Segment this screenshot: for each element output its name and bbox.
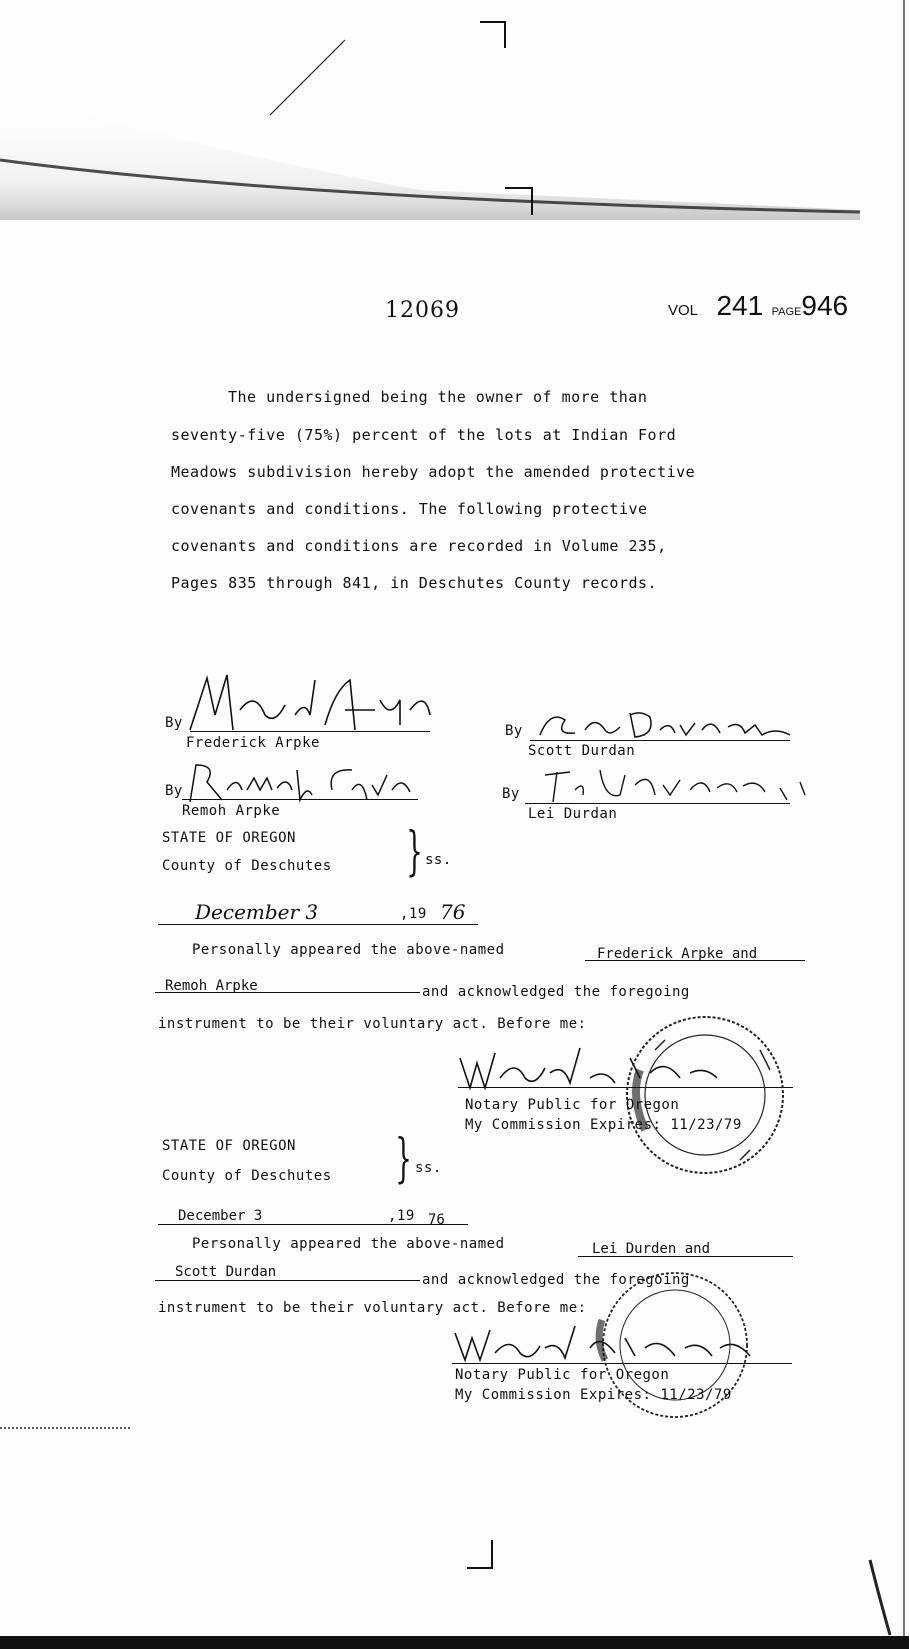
body-line-6: Pages 835 through 841, in Deschutes County records. [171, 574, 658, 592]
body-line-5: covenants and conditions are recorded in Volume 235, [171, 537, 667, 555]
ss-label: ss. [415, 1160, 442, 1176]
by-label: By [165, 715, 183, 731]
signature-scott-durdan [530, 705, 810, 745]
scan-noise-top [0, 0, 909, 220]
state-label: STATE OF OREGON [162, 830, 296, 846]
name-line [155, 1280, 420, 1281]
brace: } [406, 822, 423, 882]
named-party-1: Frederick Arpke and [597, 946, 758, 962]
named-party-1: Lei Durden and [592, 1241, 711, 1257]
named-party-2: Remoh Arpke [165, 978, 258, 994]
brace: } [395, 1129, 412, 1189]
appeared-line: Personally appeared the above-named [192, 942, 505, 958]
county-label: County of Deschutes [162, 858, 332, 874]
county-label: County of Deschutes [162, 1168, 332, 1184]
date-line [158, 1224, 468, 1225]
signature-frederick-arpke [185, 670, 445, 740]
page-number: 946 [801, 290, 849, 321]
notary-commission: My Commission Expires: 11/23/79 [465, 1117, 742, 1133]
body-line-2: seventy-five (75%) percent of the lots at Indian Ford [171, 426, 677, 444]
signer-name-remoh: Remoh Arpke [182, 803, 281, 819]
scan-noise-bottom [0, 1340, 909, 1640]
notary-title: Notary Public for Oregon [455, 1367, 670, 1383]
record-number: 12069 [385, 298, 460, 323]
date-line [158, 924, 478, 925]
instrument-line: instrument to be their voluntary act. Before me: [158, 1300, 587, 1316]
handwritten-date: December 3 [195, 900, 319, 924]
state-label: STATE OF OREGON [162, 1138, 296, 1154]
named-party-2: Scott Durdan [175, 1264, 277, 1280]
signer-name-lei: Lei Durdan [528, 806, 618, 822]
notary-title: Notary Public for Oregon [465, 1097, 680, 1113]
body-line-4: covenants and conditions. The following protective [171, 500, 648, 518]
page-label: PAGE [771, 306, 802, 318]
signer-name-frederick: Frederick Arpke [186, 735, 320, 751]
ss-label: ss. [425, 852, 452, 868]
body-line-3: Meadows subdivision hereby adopt the amended protective [171, 463, 696, 481]
signer-name-scott: Scott Durdan [528, 743, 636, 759]
by-label: By [505, 723, 523, 739]
acknowledged-line: and acknowledged the foregoing [422, 1272, 690, 1288]
by-label: By [165, 783, 183, 799]
year-suffix: 76 [440, 900, 466, 924]
vol-label: VOL [668, 302, 699, 319]
date-filled: December 3 [178, 1208, 263, 1224]
vol-number: 241 [716, 290, 764, 321]
body-line-1: The undersigned being the owner of more than [228, 388, 648, 406]
notary-seal [620, 1010, 790, 1180]
notary-commission: My Commission Expires: 11/23/79 [455, 1387, 732, 1403]
volume-page-stamp [668, 290, 848, 322]
appeared-line: Personally appeared the above-named [192, 1236, 505, 1252]
signature-lei-durdan [525, 760, 825, 810]
instrument-line: instrument to be their voluntary act. Before me: [158, 1016, 587, 1032]
year-prefix: ,19 [388, 1208, 415, 1224]
by-label: By [502, 786, 520, 802]
year-prefix: ,19 [400, 906, 427, 922]
acknowledged-line: and acknowledged the foregoing [422, 984, 690, 1000]
year-suffix: 76 [428, 1212, 445, 1228]
